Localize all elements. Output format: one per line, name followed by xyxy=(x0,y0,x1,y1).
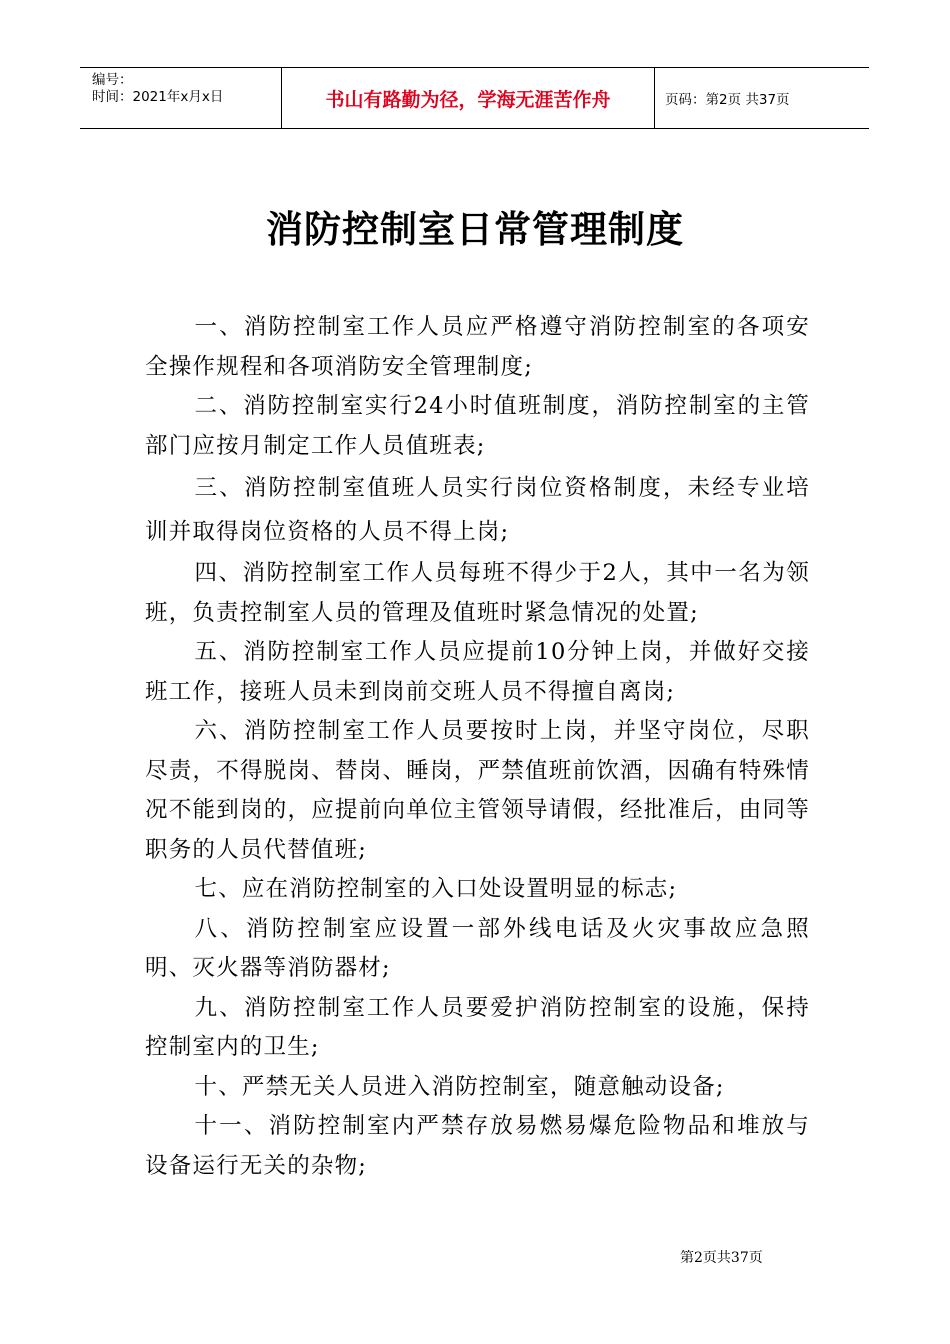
page-header xyxy=(80,67,869,129)
document-body xyxy=(145,308,810,1186)
paragraph-8: 八、消防控制室应设置一部外线电话及火灾事故应急照明、灭火器等消防器材; xyxy=(145,915,810,981)
paragraph-2: 二、消防控制室实行24小时值班制度，消防控制室的主管部门应按月制定工作人员值班表; xyxy=(145,393,810,459)
paragraph-4: 四、消防控制室工作人员每班不得少于2人，其中一名为领班，负责控制室人员的管理及值班时紧急情况的处置; xyxy=(145,560,810,626)
page-footer: 第2页共37页 xyxy=(680,1250,763,1266)
document-number-label: 编号： xyxy=(92,72,133,88)
paragraph-6: 六、消防控制室工作人员要按时上岗，并坚守岗位，尽职尽责，不得脱岗、替岗、睡岗，严禁值班前饮酒，因确有特殊情况不能到岗的，应提前向单位主管领导请假，经批准后，由同等职务的人员代替值班; xyxy=(145,718,810,863)
header-meta xyxy=(80,68,282,128)
header-page-number: 页码：第2页 共37页 xyxy=(665,92,790,108)
paragraph-10: 十、严禁无关人员进入消防控制室，随意触动设备; xyxy=(194,1073,725,1100)
paragraph-5: 五、消防控制室工作人员应提前10分钟上岗，并做好交接班工作，接班人员未到岗前交班人员不得擅自离岗; xyxy=(145,639,810,705)
paragraph-9: 九、消防控制室工作人员要爱护消防控制室的设施，保持控制室内的卫生; xyxy=(145,994,810,1060)
paragraph-11: 十一、消防控制室内严禁存放易燃易爆危险物品和堆放与设备运行无关的杂物; xyxy=(145,1113,810,1179)
document-time-label: 时间：2021年x月x日 xyxy=(92,89,224,105)
header-motto: 书山有路勤为径，学海无涯苦作舟 xyxy=(282,68,655,128)
paragraph-7: 七、应在消防控制室的入口处设置明显的标志; xyxy=(194,876,678,902)
document-title: 消防控制室日常管理制度 xyxy=(266,207,684,251)
paragraph-1: 一、消防控制室工作人员应严格遵守消防控制室的各项安全操作规程和各项消防安全管理制度; xyxy=(145,314,810,380)
paragraph-3: 三、消防控制室值班人员实行岗位资格制度，未经专业培训并取得岗位资格的人员不得上岗; xyxy=(145,475,810,545)
